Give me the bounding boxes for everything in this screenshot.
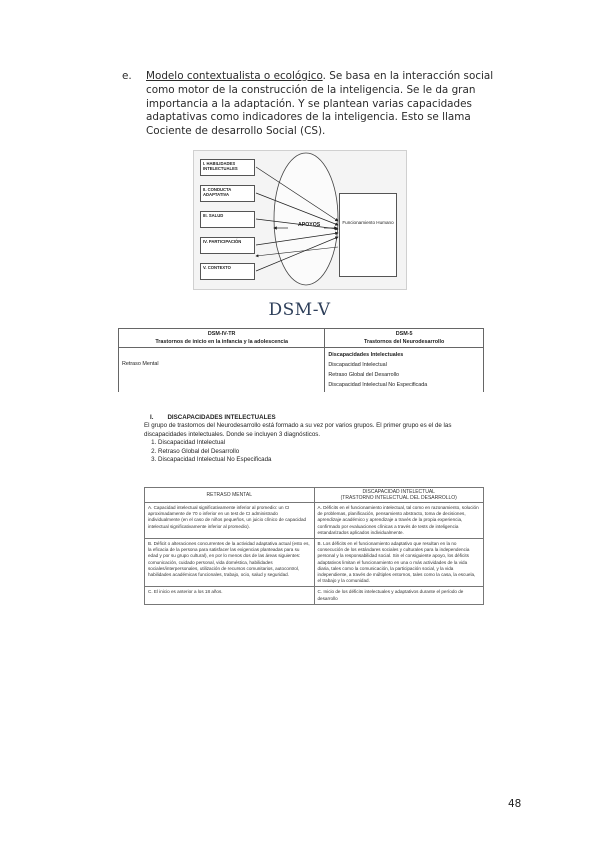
- t1-right-cell: [325, 348, 484, 393]
- t2-left-header: RETRASO MENTAL: [145, 488, 315, 503]
- dsm-title: DSM-V: [268, 300, 331, 320]
- t1-right-item: Discapacidad Intelectual No Especificada: [328, 382, 428, 388]
- list-marker: e.: [122, 70, 132, 82]
- diagram-box-salud: III. SALUD: [200, 211, 255, 228]
- diagram-box-contexto: V. CONTEXTO: [200, 263, 255, 280]
- diagram-result-box: Funcionamiento Humano: [339, 193, 397, 277]
- diagram-box-habilidades: I. HABILIDADES INTELECTUALES: [200, 159, 255, 176]
- model-description: . Se basa en la interacción social como motor de la construcción de la inteligencia. Se le da gran importancia a la adaptación. Y se plantean varias capacidades adaptativas como indicadores de la inteligencia. Esto se llama Cociente de desarrollo Social (CS).: [146, 70, 494, 138]
- t2-right-header: [314, 488, 484, 503]
- page-number: 48: [508, 798, 522, 810]
- t2-cell-b-right: B. Los déficits en el funcionamiento adaptativo que resultan en la no consecución de los estándares sociales y culturales para la independencia personal y la responsabilidad social. Sin el consiguiente apoyo, los déficits adaptativos limitan el funcionamiento en una o más actividades de la vida diaria, tales como la comunicación, la participación social, y la vida independiente, a través de múltiples entornos, tales como la casa, la escuela, el trabajo y la comunidad.: [314, 539, 484, 587]
- diagram-box-participacion: IV. PARTICIPACIÓN: [200, 237, 255, 254]
- t1-left-header: [119, 329, 325, 348]
- t1-right-header-1: DSM-5: [395, 331, 413, 337]
- t2-cell-a-right: A. Déficits en el funcionamiento intelectual, tal como en razonamiento, solución de problemas, planificación, pensamiento abstracto, toma de decisiones, aprendizaje académico y aprendizaje a través de la propia experiencia, confirmado por evaluaciones clínicas a través de tests de inteligencia estandarizados aplicados individualmente.: [314, 503, 484, 539]
- section-title: DISCAPACIDADES INTELECTUALES: [167, 414, 276, 421]
- diagnosis-list: [144, 439, 484, 464]
- t2-cell-c-right: C. Inicio de los déficits intelectuales y adaptativos durante el período de desarrollo: [314, 587, 484, 604]
- t2-right-header-1: DISCAPACIDAD INTELECTUAL: [362, 489, 435, 495]
- contextual-model-diagram: [193, 150, 407, 290]
- section-paragraph: El grupo de trastornos del Neurodesarrollo está formado a su vez por varios grupos. El primer grupo es el de las discapacidades intelectuales. Donde se incluyen 3 diagnósticos.: [144, 422, 452, 438]
- t2-cell-b-left: B. Déficit o alteraciones concurrentes de la actividad adaptativa actual (esto es, la eficacia de la persona para satisfacer las exigencias planteadas para su edad y por su grupo cultural), en por lo menos dos de las áreas siguientes: comunicación, cuidado personal, vida doméstica, habilidades sociales/interpersonales, utilización de recursos comunitarios, autocontrol, habilidades académicas funcionales, trabajo, ocio, salud y seguridad.: [145, 539, 315, 587]
- t1-right-bold: Discapacidades Intelectuales: [328, 352, 404, 358]
- t1-left-cell: Retraso Mental: [119, 348, 325, 393]
- diagram-apoyos-label: APOYOS: [298, 222, 321, 228]
- t2-right-header-2: (TRASTORNO INTELECTUAL DEL DESARROLLO): [340, 495, 457, 501]
- t1-right-header-2: Trastornos del Neurodesarrollo: [364, 339, 445, 345]
- t1-right-item: Retraso Global del Desarrollo: [328, 372, 400, 378]
- t1-left-header-1: DSM-IV-TR: [207, 331, 236, 337]
- t1-left-header-2: Trastornos de inicio en la infancia y la adolescencia: [155, 339, 289, 345]
- diagram-box-conducta: II. CONDUCTA ADAPTATIVA: [200, 185, 255, 202]
- criteria-comparison-table: [144, 487, 484, 605]
- discapacidades-section: [144, 414, 484, 464]
- section-heading: [150, 414, 484, 422]
- t2-cell-a-left: A. Capacidad intelectual significativamente inferior al promedio: un CI aproximadamente de 70 o inferior en un test de CI administrado individualmente (en el caso de niños pequeños, un juicio clínico de capacidad intelectual significativamente inferior al promedio).: [145, 503, 315, 539]
- dsm-comparison-table: [118, 328, 484, 392]
- t1-right-item: Discapacidad Intelectual: [328, 362, 387, 368]
- t2-cell-c-left: C. El inicio es anterior a los 18 años.: [145, 587, 315, 604]
- t1-right-header: [325, 329, 484, 348]
- section-number: I.: [150, 414, 154, 421]
- list-item: 1. Discapacidad Intelectual: [158, 439, 484, 447]
- model-title: Modelo contextualista o ecológico: [146, 70, 323, 82]
- list-item: 2. Retraso Global del Desarrollo: [158, 448, 484, 456]
- list-item: 3. Discapacidad Intelectual No Especificada: [158, 456, 484, 464]
- intro-paragraph: [124, 70, 514, 139]
